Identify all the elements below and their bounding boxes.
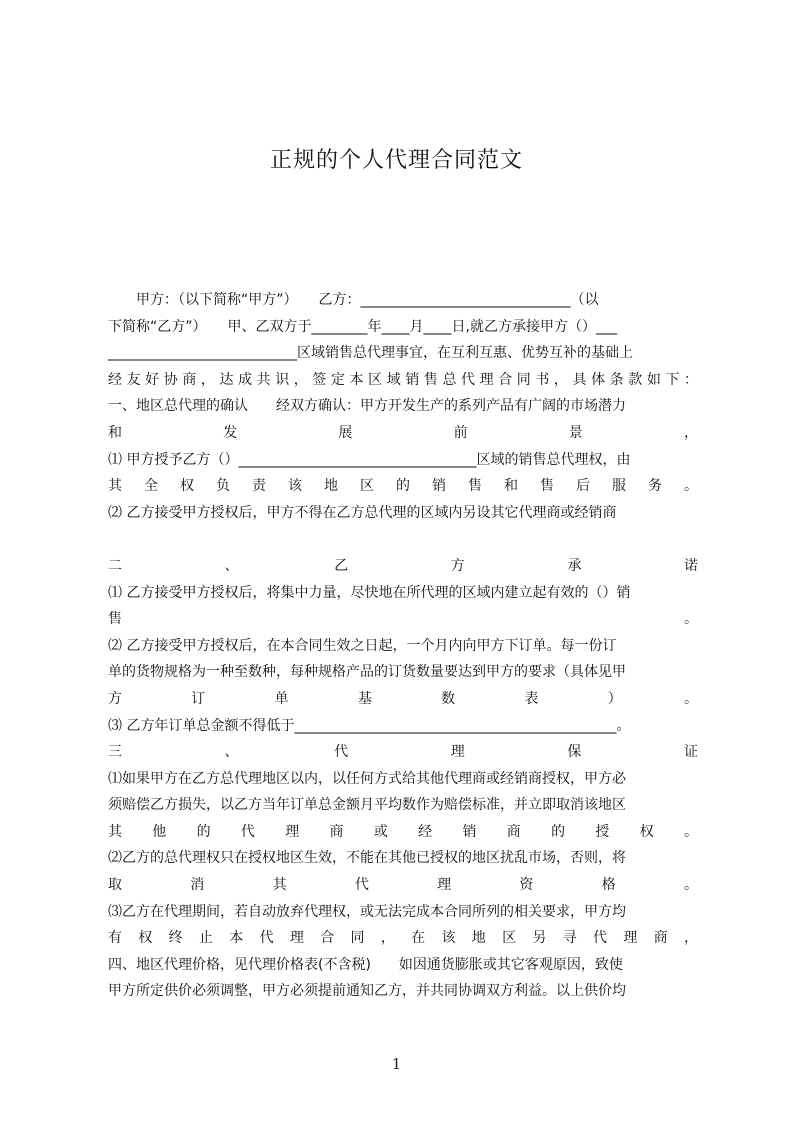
text-line: ___________________________区域销售总代理事宜，在互利互惠、优势互补的基础上 [108, 345, 633, 362]
text-line: ⑴如果甲方在乙方总代理地区以内，以任何方式给其他代理商或经销商授权，甲方必 [108, 770, 626, 787]
document-title: 正规的个人代理合同范文 [269, 148, 523, 173]
section-heading-line: 二 、 乙 方 承 诺 [108, 557, 698, 574]
text-line: ⑶乙方在代理期间，若自动放弃代理权，或无法完成本合同所列的相关要求，甲方均 [108, 903, 626, 920]
text-line: 须赔偿乙方损失，以乙方当年订单总金额月平均数作为赔偿标准，并立即取消该地区 [108, 797, 626, 814]
text-line: 单的货物规格为一种至数种，每种规格产品的订货数量要达到甲方的要求（具体见甲 [108, 664, 626, 681]
section-heading-line: 四、地区代理价格，见代理价格表(不含税) 如因通货膨胀或其它客观原因，致使 [108, 956, 623, 973]
text-line: ⑵ 乙方接受甲方授权后，甲方不得在乙方总代理的区域内另设其它代理商或经销商 [108, 504, 617, 521]
text-line: ⑴ 乙方接受甲方授权后，将集中力量，尽快地在所代理的区域内建立起有效的（）销 [108, 584, 631, 601]
text-line: ⑴ 甲方授予乙方（）__________________________________区域的销售总代理权，由 [108, 451, 631, 468]
text-line: ⑶ 乙方年订单总金额不得低于______________________________________________。 [108, 717, 631, 734]
section-heading-line: 三 、 代 理 保 证 [108, 744, 698, 761]
page-number: 1 [391, 1055, 402, 1073]
text-line: 售 。 [108, 611, 698, 628]
text-line: 甲方：（以下简称“甲方”） 乙方：______________________________（以 [108, 292, 599, 308]
text-line: 有权终止本代理合同，在该地区另寻代理商， [108, 930, 698, 947]
text-line: 甲方所定供价必须调整，甲方必须提前通知乙方，并共同协调双方利益。以上供价均 [108, 983, 626, 1000]
text-line: 下简称“乙方”） 甲、乙双方于________年____月____日,就乙方承接甲方（）___ [108, 318, 617, 335]
section-heading-line: 一、地区总代理的确认 经双方确认：甲方开发生产的系列产品有广阔的市场潜力 [108, 398, 626, 415]
blank-line [108, 526, 698, 553]
text-line: 其全权负责该地区的销售和售后服务。 [108, 478, 698, 495]
document-body [108, 287, 698, 1005]
text-line: 经友好协商，达成共识，签定本区域销售总代理合同书，具体条款如下： [108, 371, 698, 388]
text-line: 其 他 的 代 理 商 或 经 销 商 的 授 权 。 [108, 823, 698, 840]
text-line: 取 消 其 代 理 资 格 。 [108, 877, 698, 894]
text-line: 方 订 单 基 数 表 ） 。 [108, 690, 698, 707]
text-line: ⑵乙方的总代理权只在授权地区生效，不能在其他已授权的地区扰乱市场，否则，将 [108, 850, 626, 867]
text-line: ⑵ 乙方接受甲方授权后，在本合同生效之日起，一个月内向甲方下订单。每一份订 [108, 637, 617, 654]
text-line: 和 发 展 前 景 ， [108, 424, 698, 441]
